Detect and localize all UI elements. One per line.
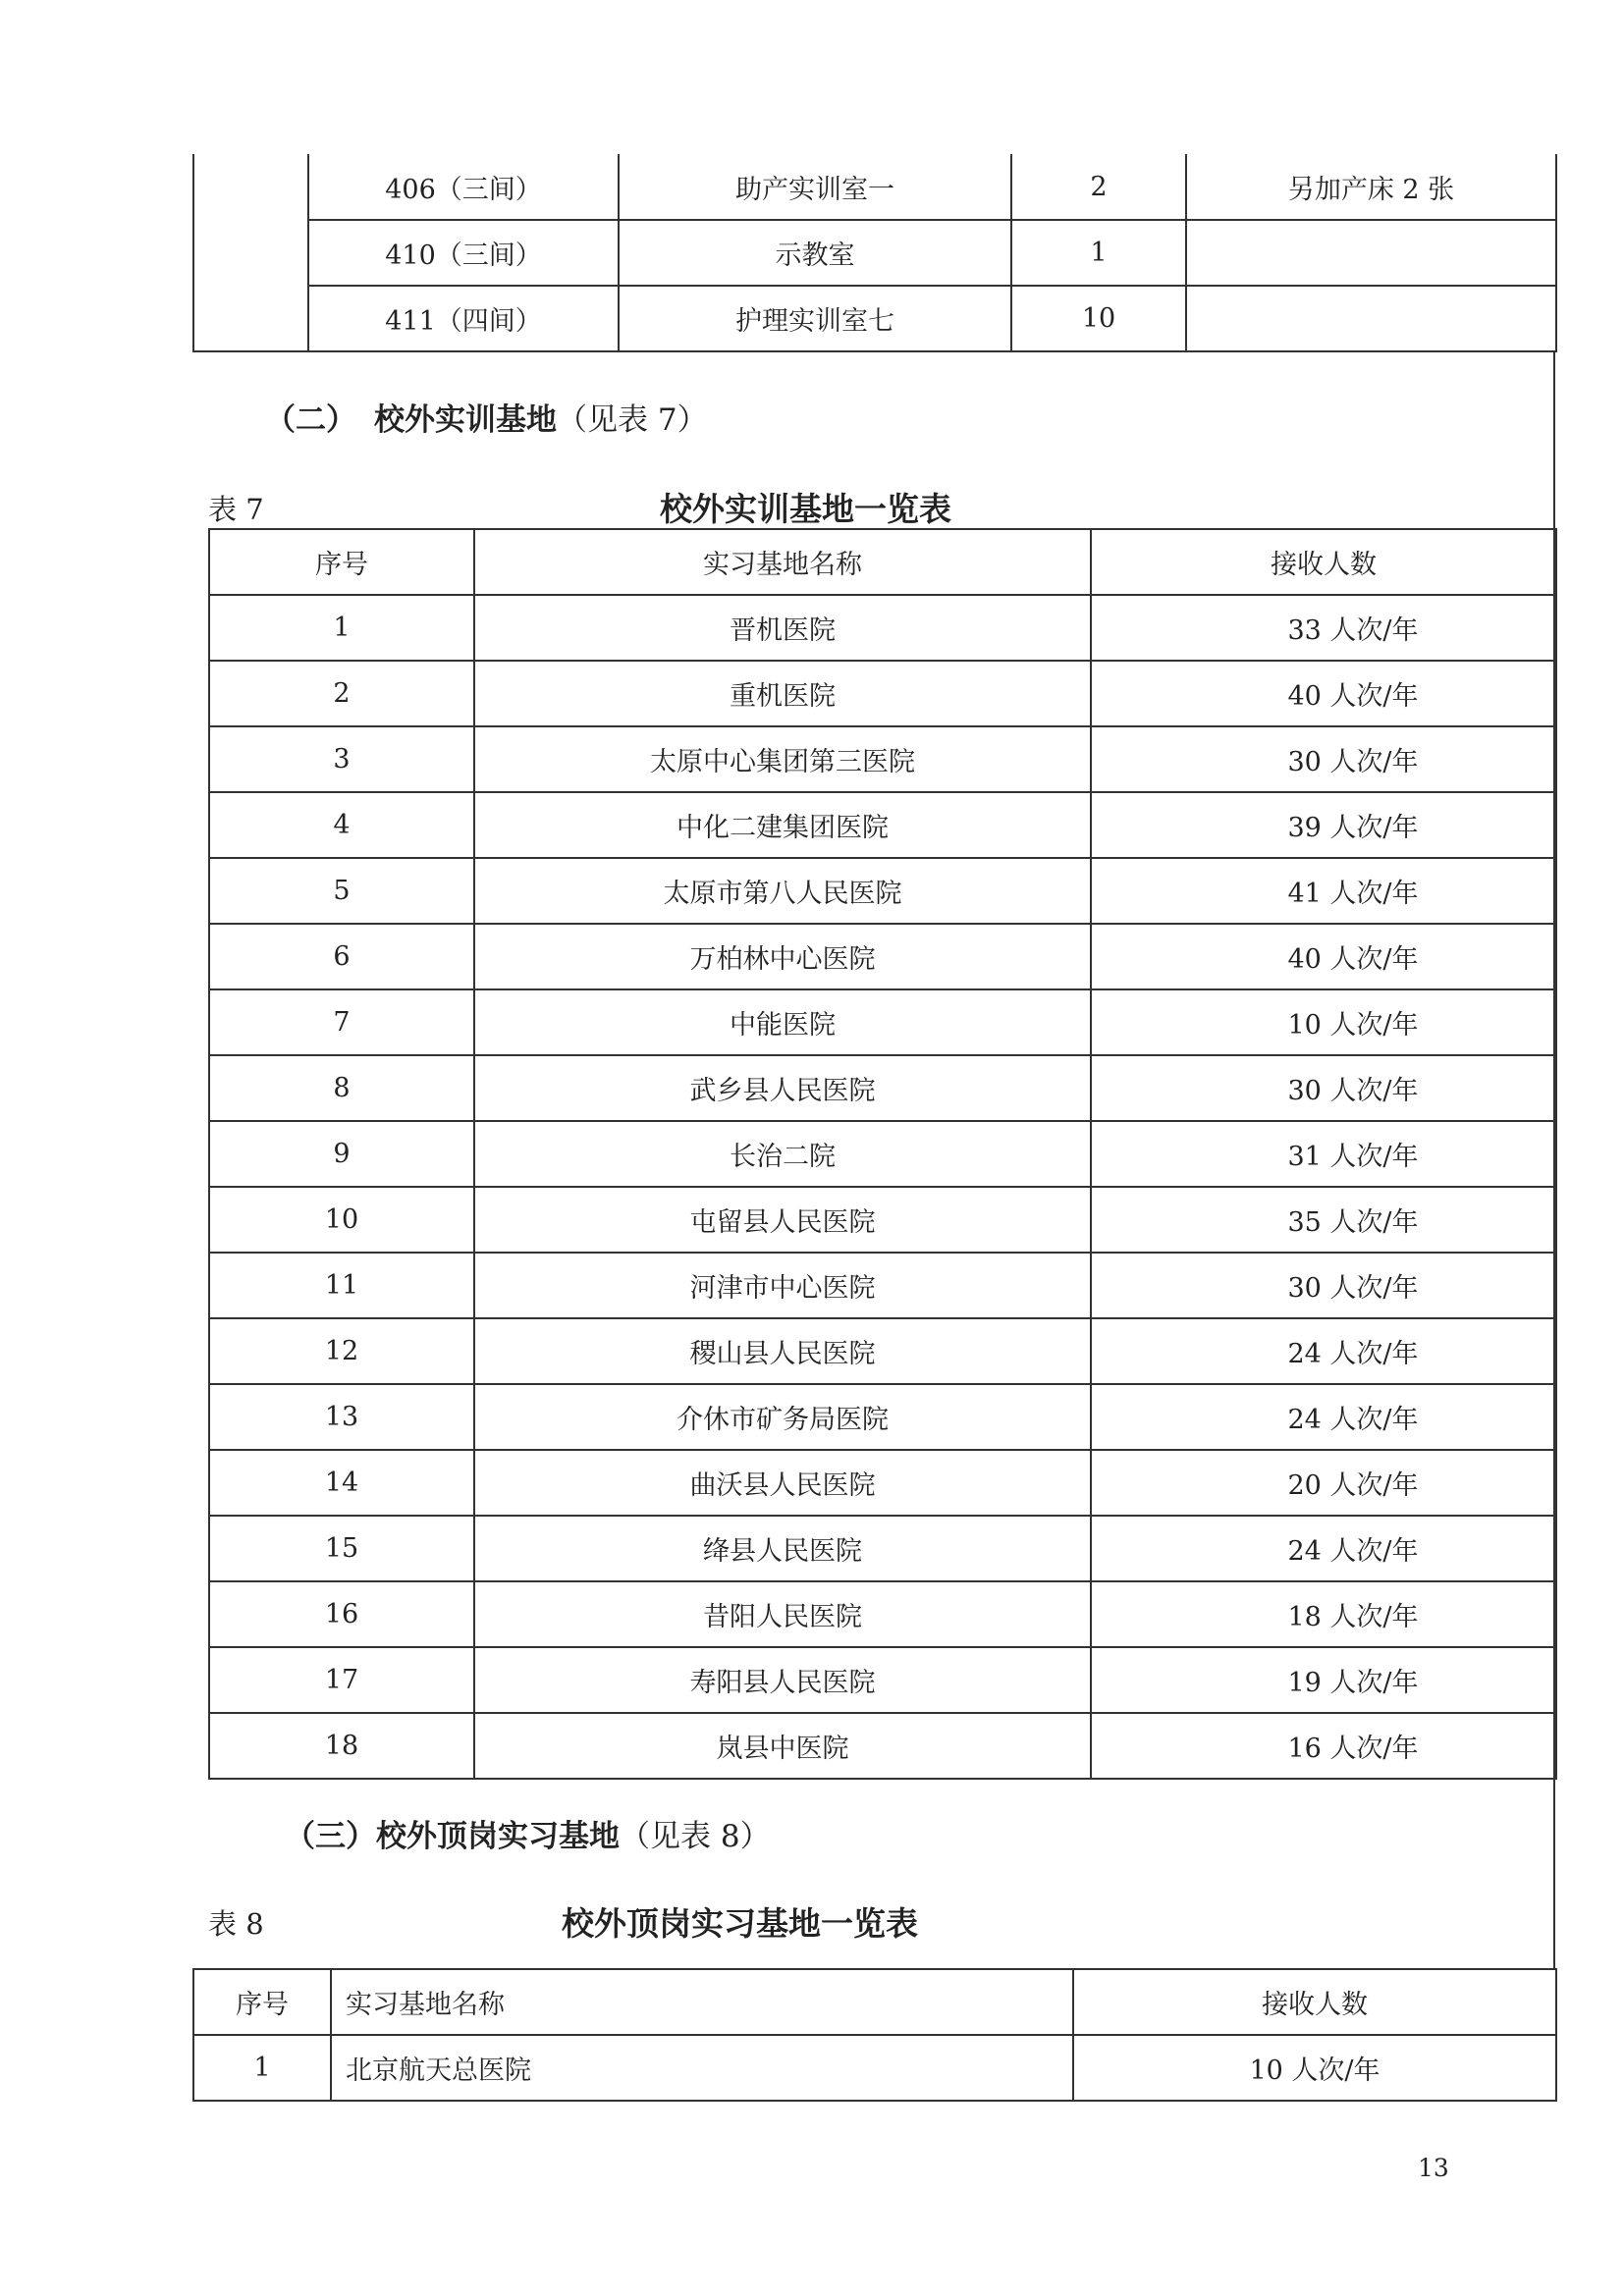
room-note-cell — [1186, 286, 1556, 351]
base-name-cell: 中化二建集团医院 — [474, 792, 1091, 858]
header-cell: 实习基地名称 — [474, 529, 1091, 595]
capacity-cell: 24 人次/年 — [1091, 1318, 1556, 1384]
base-name-cell: 介休市矿务局医院 — [474, 1384, 1091, 1450]
capacity-cell: 40 人次/年 — [1091, 661, 1556, 726]
table-row — [193, 286, 1556, 351]
row-number-cell: 2 — [209, 661, 474, 726]
capacity-cell: 40 人次/年 — [1091, 924, 1556, 989]
capacity-cell: 33 人次/年 — [1091, 595, 1556, 661]
table-row — [209, 1384, 1556, 1450]
internship-base-table — [192, 1968, 1557, 2102]
room-table-tail — [192, 154, 1557, 352]
base-name-cell: 晋机医院 — [474, 595, 1091, 661]
capacity-cell: 16 人次/年 — [1091, 1713, 1556, 1779]
header-cell: 实习基地名称 — [331, 1969, 1073, 2035]
capacity-cell: 24 人次/年 — [1091, 1384, 1556, 1450]
base-name-cell: 武乡县人民医院 — [474, 1055, 1091, 1121]
table-row — [209, 1055, 1556, 1121]
header-cell: 序号 — [209, 529, 474, 595]
base-name-cell: 太原市第八人民医院 — [474, 858, 1091, 924]
row-number-cell: 10 — [209, 1187, 474, 1253]
base-name-cell: 太原中心集团第三医院 — [474, 726, 1091, 792]
base-name-cell: 绛县人民医院 — [474, 1516, 1091, 1581]
off-campus-training-table — [208, 528, 1557, 1780]
room-name-cell: 助产实训室一 — [619, 154, 1011, 220]
room-number-cell: 410（三间） — [308, 220, 619, 286]
capacity-cell: 18 人次/年 — [1091, 1581, 1556, 1647]
row-number-cell: 5 — [209, 858, 474, 924]
row-number-cell: 9 — [209, 1121, 474, 1187]
row-number-cell: 15 — [209, 1516, 474, 1581]
base-name-cell: 岚县中医院 — [474, 1713, 1091, 1779]
table-row — [209, 1450, 1556, 1516]
room-note-cell — [1186, 220, 1556, 286]
capacity-cell: 41 人次/年 — [1091, 858, 1556, 924]
table-7-title: 校外实训基地一览表 — [660, 490, 951, 528]
row-number-cell: 12 — [209, 1318, 474, 1384]
room-name-cell: 护理实训室七 — [619, 286, 1011, 351]
table-row — [193, 220, 1556, 286]
table-row — [193, 154, 1556, 220]
table-row — [209, 1187, 1556, 1253]
row-number-cell: 1 — [209, 595, 474, 661]
base-name-cell: 曲沃县人民医院 — [474, 1450, 1091, 1516]
base-name-cell: 中能医院 — [474, 989, 1091, 1055]
row-number-cell: 11 — [209, 1253, 474, 1318]
table-row — [209, 1318, 1556, 1384]
room-number-cell: 411（四间） — [308, 286, 619, 351]
room-count-cell: 2 — [1011, 154, 1186, 220]
category-cell — [193, 154, 308, 351]
base-name-cell: 重机医院 — [474, 661, 1091, 726]
capacity-cell: 19 人次/年 — [1091, 1647, 1556, 1713]
table-row — [193, 2035, 1556, 2101]
room-count-cell: 1 — [1011, 220, 1186, 286]
table-row — [209, 1647, 1556, 1713]
section-heading-2: （二） 校外实训基地（见表 7） — [265, 402, 708, 438]
table-row — [209, 661, 1556, 726]
table-row — [209, 858, 1556, 924]
capacity-cell: 39 人次/年 — [1091, 792, 1556, 858]
row-number-cell: 13 — [209, 1384, 474, 1450]
row-number-cell: 7 — [209, 989, 474, 1055]
row-number-cell: 8 — [209, 1055, 474, 1121]
table-row — [209, 595, 1556, 661]
table-8-label: 表 8 — [208, 1907, 264, 1941]
section-heading-3: （三）校外顶岗实习基地（见表 8） — [285, 1819, 771, 1854]
base-name-cell: 屯留县人民医院 — [474, 1187, 1091, 1253]
table-row — [209, 1516, 1556, 1581]
capacity-cell: 20 人次/年 — [1091, 1450, 1556, 1516]
row-number-cell: 3 — [209, 726, 474, 792]
capacity-cell: 24 人次/年 — [1091, 1516, 1556, 1581]
row-number-cell: 4 — [209, 792, 474, 858]
table-row — [209, 792, 1556, 858]
row-number-cell: 6 — [209, 924, 474, 989]
row-number-cell: 1 — [193, 2035, 331, 2101]
table-header-row — [193, 1969, 1556, 2035]
capacity-cell: 30 人次/年 — [1091, 726, 1556, 792]
table-row — [209, 1121, 1556, 1187]
header-cell: 序号 — [193, 1969, 331, 2035]
capacity-cell: 10 人次/年 — [1091, 989, 1556, 1055]
capacity-cell: 30 人次/年 — [1091, 1253, 1556, 1318]
room-count-cell: 10 — [1011, 286, 1186, 351]
row-number-cell: 17 — [209, 1647, 474, 1713]
table-header-row — [209, 529, 1556, 595]
table-row — [209, 989, 1556, 1055]
base-name-cell: 稷山县人民医院 — [474, 1318, 1091, 1384]
table-8-title: 校外顶岗实习基地一览表 — [562, 1904, 918, 1943]
base-name-cell: 北京航天总医院 — [331, 2035, 1073, 2101]
header-cell: 接收人数 — [1091, 529, 1556, 595]
row-number-cell: 14 — [209, 1450, 474, 1516]
table-row — [209, 726, 1556, 792]
table-7-label: 表 7 — [208, 493, 264, 526]
room-name-cell: 示教室 — [619, 220, 1011, 286]
base-name-cell: 河津市中心医院 — [474, 1253, 1091, 1318]
table-row — [209, 1253, 1556, 1318]
capacity-cell: 35 人次/年 — [1091, 1187, 1556, 1253]
base-name-cell: 昔阳人民医院 — [474, 1581, 1091, 1647]
base-name-cell: 万柏林中心医院 — [474, 924, 1091, 989]
page-number: 13 — [1418, 2154, 1449, 2182]
table-row — [209, 1713, 1556, 1779]
base-name-cell: 长治二院 — [474, 1121, 1091, 1187]
capacity-cell: 10 人次/年 — [1073, 2035, 1556, 2101]
row-number-cell: 16 — [209, 1581, 474, 1647]
header-cell: 接收人数 — [1073, 1969, 1556, 2035]
capacity-cell: 30 人次/年 — [1091, 1055, 1556, 1121]
room-note-cell: 另加产床 2 张 — [1186, 154, 1556, 220]
capacity-cell: 31 人次/年 — [1091, 1121, 1556, 1187]
table-row — [209, 1581, 1556, 1647]
room-number-cell: 406（三间） — [308, 154, 619, 220]
row-number-cell: 18 — [209, 1713, 474, 1779]
table-row — [209, 924, 1556, 989]
base-name-cell: 寿阳县人民医院 — [474, 1647, 1091, 1713]
